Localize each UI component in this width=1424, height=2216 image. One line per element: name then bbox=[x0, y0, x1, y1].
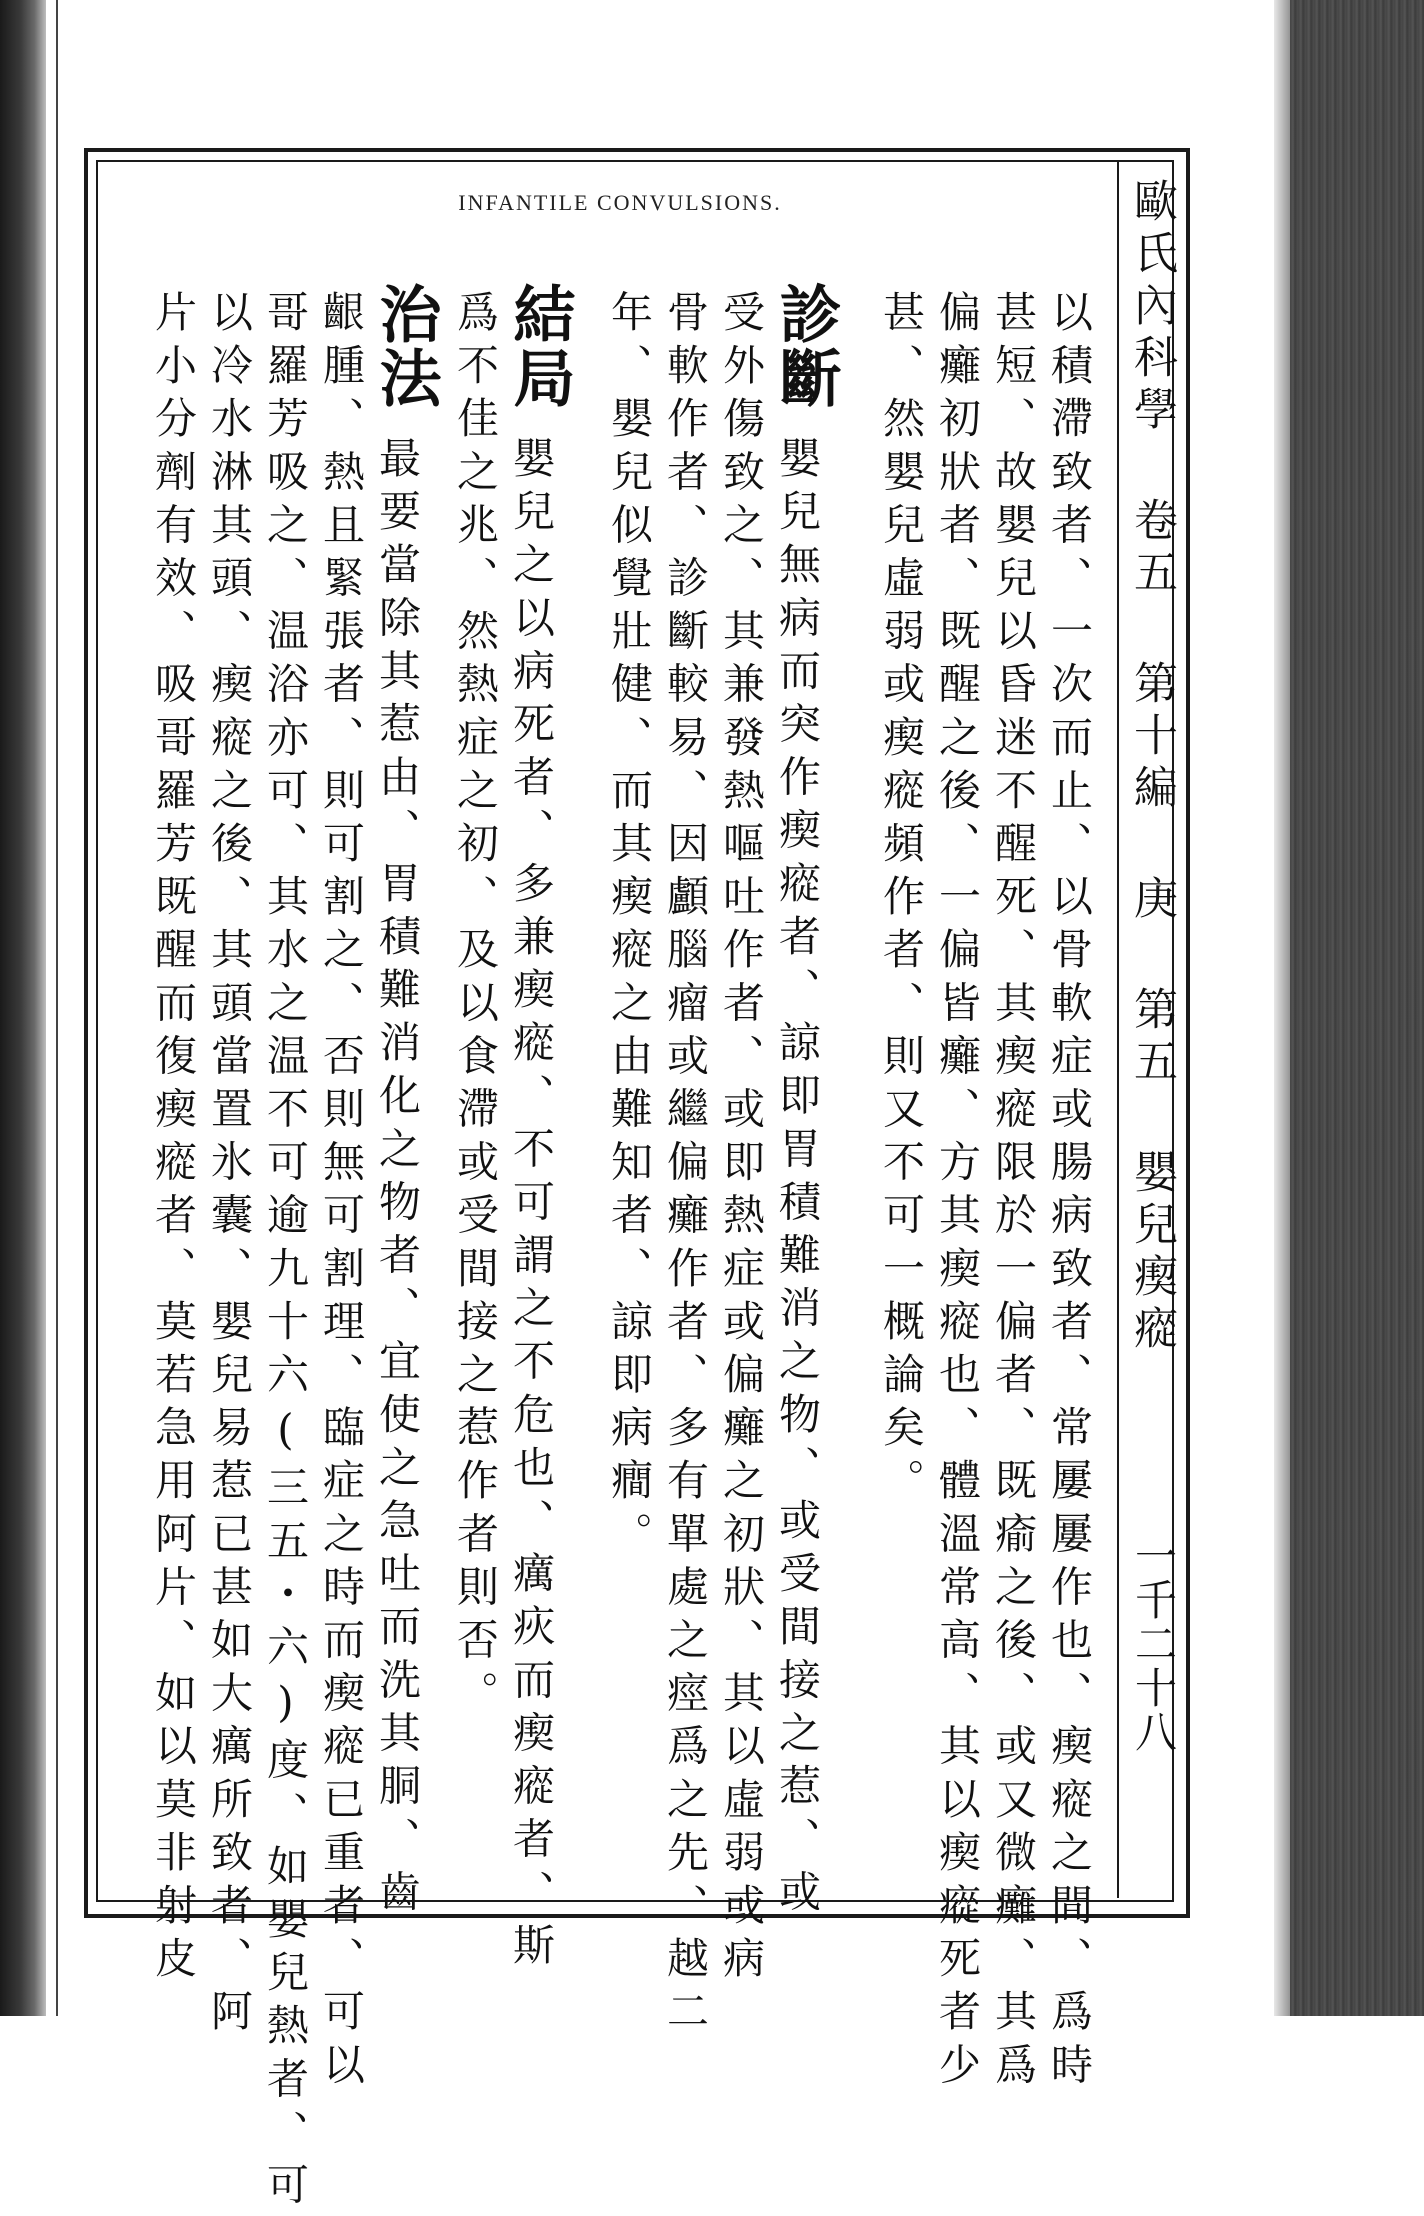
text-column-4: 甚、然嬰兒虛弱或瘈瘲頻作者、則又不可一概論矣。 bbox=[877, 290, 926, 1512]
right-book-edge bbox=[1290, 0, 1424, 2016]
page-number: 一千二十八 bbox=[1129, 1534, 1178, 1754]
text-column-1: 以積滯致者、一次而止、以骨軟症或腸病致者、常屢屢作也、瘈瘲之間、爲時 bbox=[1045, 290, 1094, 2096]
text-column-8: 年、嬰兒似覺壯健、而其瘈瘲之由難知者、諒即病癎。 bbox=[605, 290, 654, 1565]
header-rule bbox=[1117, 162, 1119, 1898]
left-page-edge bbox=[0, 0, 46, 2016]
header-title: 歐氏內科學 卷五 第十編 庚 第五 嬰兒瘈瘲 bbox=[1126, 178, 1177, 1357]
text-column-6: 受外傷致之、其兼發熱嘔吐作者、或即熱症或偏癱之初狀、其以虛弱或病 bbox=[717, 290, 766, 1990]
text-column-13: 哥羅芳吸之、温浴亦可、其水之温不可逾九十六(三五・六)度、如嬰兒熱者、可 bbox=[261, 290, 310, 2216]
left-gutter-line bbox=[56, 0, 58, 2016]
text-column-11: 最要當除其惹由、胃積難消化之物者、宜使之急吐而洗其胴、齒 bbox=[373, 436, 422, 1923]
section-heading-treatment: 治法 bbox=[369, 282, 442, 410]
text-column-15: 片小分劑有效、吸哥羅芳既醒而復瘈瘲者、莫若急用阿片、如以莫非射皮 bbox=[149, 290, 198, 1990]
text-column-9: 嬰兒之以病死者、多兼瘈瘲、不可謂之不危也、癘疢而瘈瘲者、斯 bbox=[507, 436, 556, 1976]
text-column-7: 骨軟作者、診斷較易、因顱腦瘤或繼偏癱作者、多有單處之痙爲之先、越二 bbox=[661, 290, 710, 2043]
text-column-14: 以冷水淋其頭、瘈瘲之後、其頭當置氷囊、嬰兒易惹已甚如大癘所致者、阿 bbox=[205, 290, 254, 2043]
text-column-12: 齦腫、熱且緊張者、則可割之、否則無可割理、臨症之時而瘈瘲已重者、可以 bbox=[317, 290, 366, 2096]
running-title-english: INFANTILE CONVULSIONS. bbox=[458, 190, 782, 215]
text-column-3: 偏癱初狀者、既醒之後、一偏皆癱、方其瘈瘲也、體溫常高、其以瘈瘲死者少 bbox=[933, 290, 982, 2096]
section-heading-prognosis: 結局 bbox=[503, 282, 576, 410]
text-column-10: 爲不佳之兆、然熱症之初、及以食滯或受間接之惹作者則否。 bbox=[451, 290, 500, 1724]
section-heading-diagnosis: 診斷 bbox=[769, 282, 842, 410]
text-column-2: 甚短、故嬰兒以昏迷不醒死、其瘈瘲限於一偏者、既瘉之後、或又微癱、其爲 bbox=[989, 290, 1038, 2096]
text-column-5: 嬰兒無病而突作瘈瘲者、諒即胃積難消之物、或受間接之惹、或 bbox=[773, 436, 822, 1923]
